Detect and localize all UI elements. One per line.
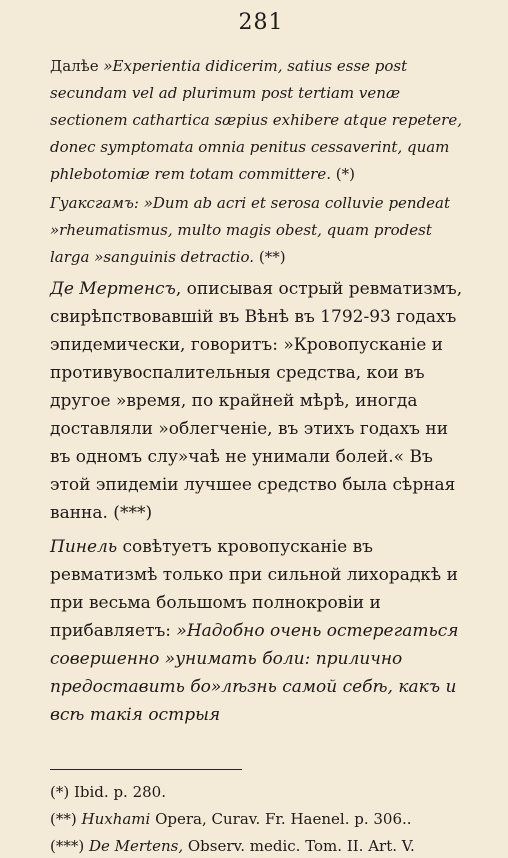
paragraph-2-quote: : »Dum ab acri et serosa colluvie pendeat »rheumatismus, multo magis obest, quam prodest larga »sanguinis detractio. [50,194,451,266]
footnote-1-text: Ibid. p. 280. [69,783,166,801]
paragraph-4-text: совѣтуетъ кровопусканіе въ ревматизмѣ только при сильной лихорадкѣ и при весьма большомъ полнокровіи и прибавляетъ: [50,537,458,641]
paragraph-3 [50,275,472,527]
footnote-1 [50,780,472,804]
paragraph-3-lead: Де Мертенсъ [50,279,176,299]
footnote-1-mark: (*) [50,783,70,801]
page-number: 281 [238,10,284,35]
paragraph-4-quote: »Надобно очень остерегаться совершенно »унимать боли: прилично предоставить бо»лѣзнь самой себѣ, какъ и всѣ такія острыя [50,621,459,725]
paragraph-1 [50,53,472,188]
paragraph-3-text: , описывая острый ревматизмъ, свирѣпствовавшій въ Вѣнѣ въ 1792-93 годахъ эпидемически, говоритъ: »Кровопусканіе и противувоспалительныя средства, кои въ другое »время, по крайней мѣрѣ, иногда доставляли »облегченіе, въ этихъ годахъ ни въ одномъ слу»чаѣ не унимали болей.« Въ этой эпидеміи лучшее средство была сѣрная ванна. [50,279,463,523]
footnote-ref-2: (**) [254,248,286,266]
footnote-3-author: De Mertens, [84,837,184,855]
footnote-2-author: Huxhami [76,810,151,828]
footnote-3-text: Observ. medic. Tom. II. Art. V. [183,837,415,855]
footnote-2 [50,807,472,831]
footnote-2-mark: (**) [50,810,77,828]
paragraph-2 [50,190,472,271]
footnote-3 [50,834,472,858]
paragraph-2-lead: Гуаксгамъ [50,194,134,212]
footnote-divider [50,769,242,770]
paragraph-1-quote: »Experientia didicerim, satius esse post secundam vel ad plurimum post tertiam venæ sectionem cathartica sæpius exhibere atque repetere, donec symptomata omnia penitus cessaverint, quam phlebotomiæ rem totam committere. [50,57,462,183]
paragraph-1-lead: Далѣе [50,57,104,75]
paragraph-4-lead: Пинель [50,537,118,557]
paragraph-4 [50,533,472,729]
footnote-2-text: Opera, Curav. Fr. Haenel. p. 306.. [150,810,412,828]
footnote-ref-1: (*) [331,165,355,183]
footnote-3-mark: (***) [50,837,85,855]
footnote-ref-3: (***) [107,503,153,523]
